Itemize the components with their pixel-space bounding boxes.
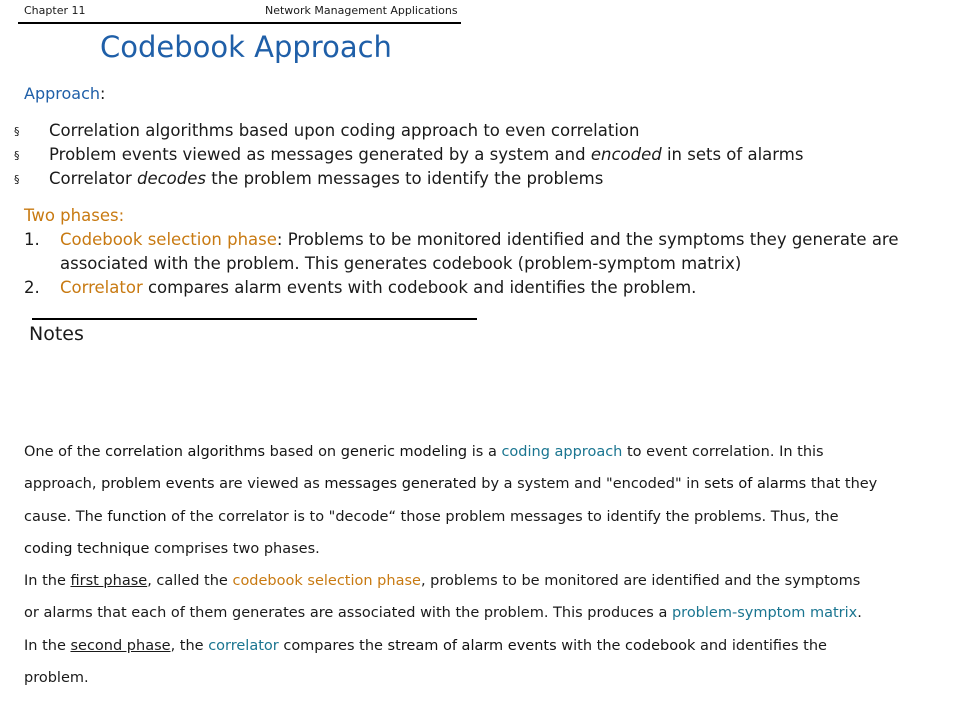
header-divider [18, 22, 461, 24]
approach-heading [24, 84, 105, 103]
bullet-marker-icon: § [14, 148, 20, 162]
notes-body [24, 436, 944, 694]
text-run: compares the [278, 637, 388, 654]
phase-label: Correlator [60, 278, 143, 297]
approach-colon: : [100, 84, 106, 103]
text-run: . [857, 605, 862, 622]
text-run: correlation algorithms [105, 444, 266, 460]
notes-heading: Notes [29, 323, 84, 345]
chapter-label: Chapter 11 [24, 4, 86, 17]
notes-divider [32, 318, 477, 320]
underlined-term: second phase [70, 637, 171, 654]
book-title: Network Management Applications [265, 4, 458, 17]
underlined-term: first phase [70, 573, 148, 590]
bullet-emphasis: decodes [136, 169, 206, 188]
phase-label: Codebook selection phase [60, 230, 277, 249]
text-run: comprises two phases. [149, 540, 320, 557]
text-run: function [107, 508, 167, 525]
text-run: cause. The [24, 508, 108, 525]
text-run: In the [24, 637, 71, 654]
bullet-text: the problem messages to identify the problems [206, 169, 604, 188]
phase-text: Problems to be monitored identified and the symptoms they generate are [282, 230, 899, 249]
highlight-term: coding approach [501, 444, 623, 460]
text-run: by a system and "encoded" in [476, 476, 705, 493]
phase-number: 2. [24, 278, 40, 297]
phase-item [24, 276, 899, 300]
highlight-term: correlator [208, 637, 279, 654]
text-run: coding technique [24, 540, 150, 557]
bullet-emphasis: encoded [590, 145, 662, 164]
text-run: and identifies the [695, 637, 827, 654]
text-run: of the correlator is to "decode“ those problem messages to identify the problems. Thus, the [166, 508, 839, 525]
slide-title: Codebook Approach [100, 30, 392, 64]
notes-line [24, 533, 944, 565]
bullet-text: Correlator [49, 169, 137, 188]
phase-number: 1. [24, 230, 40, 249]
bullet-list [14, 119, 803, 191]
text-run: codebook [625, 637, 696, 654]
phase-colon: : [276, 230, 283, 249]
text-run: stream of alarm events [387, 637, 557, 654]
approach-label: Approach [24, 84, 101, 103]
list-item [14, 119, 803, 143]
bullet-text: in sets of alarms [661, 145, 804, 164]
notes-line [24, 501, 944, 533]
notes-line [24, 468, 944, 500]
bullet-text: Correlation algorithms based upon coding approach to even correlation [49, 121, 640, 140]
text-run: One of the [24, 444, 106, 460]
list-item [14, 143, 803, 167]
phase-text-continued: associated with the problem. This generates codebook (problem-symptom matrix) [60, 254, 742, 273]
text-run: , called the [147, 573, 233, 590]
text-run: to event correlation. In this [622, 444, 824, 460]
text-run: In the [24, 573, 71, 590]
text-run: generic modeling [340, 444, 468, 460]
text-run: problem. [24, 670, 89, 687]
text-run: with the [556, 637, 626, 654]
phases-heading: Two phases: [24, 206, 125, 225]
list-item [14, 167, 803, 191]
text-run: messages generated [324, 476, 477, 493]
notes-line [24, 565, 944, 597]
bullet-marker-icon: § [14, 172, 20, 186]
highlight-term: problem-symptom matrix [671, 605, 858, 622]
text-run: sets of alarms [704, 476, 807, 493]
text-run: approach, [24, 476, 102, 493]
text-run: problem events [101, 476, 215, 493]
highlight-term: codebook selection phase [232, 573, 421, 590]
notes-line [24, 630, 944, 662]
text-run: or alarms that each of them generates are associated with the problem. This produces a [24, 605, 672, 622]
text-run: , problems to be monitored are identified and the symptoms [420, 573, 861, 590]
text-run: that they [806, 476, 878, 493]
notes-line [24, 662, 944, 694]
phase-item [24, 228, 899, 252]
text-run: is a [467, 444, 502, 460]
phase-text: compares alarm events with codebook and identifies the problem. [142, 278, 697, 297]
bullet-text: Problem events viewed as messages generated by a system and [49, 145, 591, 164]
phases-section [24, 204, 899, 300]
notes-line [24, 597, 944, 629]
text-run: based on [265, 444, 341, 460]
text-run: are viewed as [214, 476, 325, 493]
bullet-marker-icon: § [14, 124, 20, 138]
text-run: , the [170, 637, 209, 654]
notes-line [24, 436, 944, 468]
